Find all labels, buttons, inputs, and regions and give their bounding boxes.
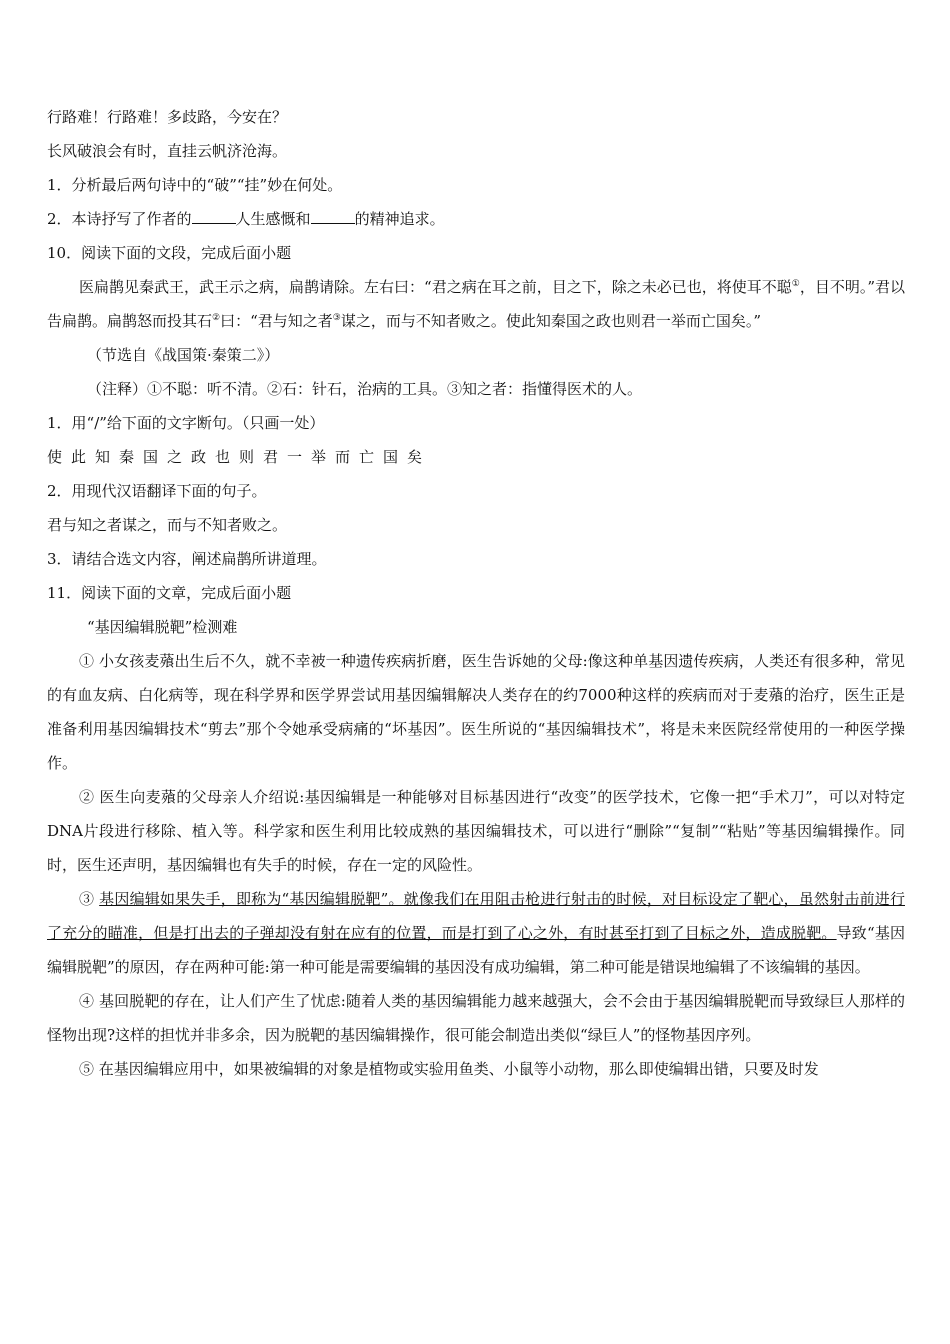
fill-blank-2[interactable] xyxy=(311,209,355,224)
q9-item-2-part-a: 2．本诗抒写了作者的 xyxy=(47,210,192,228)
note-marker-3: ③ xyxy=(332,313,341,323)
poem-line-2: 长风破浪会有时，直挂云帆济沧海。 xyxy=(47,142,288,160)
q11-paragraph-1: ① 小女孩麦薞出生后不久，就不幸被一种遗传疾病折磨，医生告诉她的父母:像这种单基因遗传疾病，人类还有很多种，常见的有血友病、白化病等，现在科学界和医学界尝试用基因编辑解决人类存在的约7000种这样的疾病而对于麦薞的治疗，医生正是准备利用基因编辑技术“剪去”那个令她承受病痛的“坏基因”。医生所说的“基因编辑技术”，将是未来医院经常使用的一种医学操作。 xyxy=(47,652,905,772)
q9-item-1: 1．分析最后两句诗中的“破”“挂”妙在何处。 xyxy=(47,176,343,194)
q10-heading: 10．阅读下面的文段，完成后面小题 xyxy=(47,244,292,262)
q10-passage xyxy=(47,270,905,338)
note-marker-1: ① xyxy=(791,279,800,289)
q11-paragraph-3-underlined: 基因编辑如果失手，即称为“基因编辑脱靶”。就像我们在用阻击枪进行射击的时候，对目标设定了靶心，虽然射击前进行了充分的瞄准，但是打出去的子弹却没有射在应有的位置，而是打到了心之外，有时甚至打到了目标之外，造成脱靶。 xyxy=(47,890,905,942)
q11-paragraph-4: ④ 基回脱靶的存在，让人们产生了忧虑:随着人类的基因编辑能力越来越强大，会不会由于基因编辑脱靶而导致绿巨人那样的怪物出现?这样的担忧并非多余，因为脱靶的基因编辑操作，很可能会制造出类似“绿巨人”的怪物基因序列。 xyxy=(47,992,905,1044)
q11-paragraph-3-number: ③ xyxy=(79,890,100,908)
q11-paragraph-5: ⑤ 在基因编辑应用中，如果被编辑的对象是植物或实验用鱼类、小鼠等小动物，那么即使编辑出错，只要及时发 xyxy=(79,1060,819,1078)
q10-item-1: 1．用“/”给下面的文字断句。（只画一处） xyxy=(47,414,325,432)
q10-item-2-text: 君与知之者谋之，而与不知者败之。 xyxy=(47,516,288,534)
q10-passage-c: 曰：“君与知之者 xyxy=(220,312,333,330)
q11-paragraph-2: ② 医生向麦薞的父母亲人介绍说:基因编辑是一种能够对目标基因进行“改变”的医学技术，它像一把“手术刀”，可以对特定DNA片段进行移除、植入等。科学家和医生利用比较成熟的基因编辑技术，可以进行“删除”“复制”“粘贴”等基因编辑操作。同时，医生还声明，基因编辑也有失手的时候，存在一定的风险性。 xyxy=(47,788,905,874)
q9-item-2-part-c: 的精神追求。 xyxy=(354,210,445,228)
fill-blank-1[interactable] xyxy=(192,209,236,224)
q10-item-3: 3．请结合选文内容，阐述扁鹊所讲道理。 xyxy=(47,550,327,568)
q11-article-title: “基因编辑脱靶”检测难 xyxy=(87,618,238,636)
q10-source: （节选自《战国策·秦策二》） xyxy=(87,346,280,364)
q11-paragraph-3-rest: 导致“基因编辑脱靶”的原因，存在两种可能:第一种可能是需要编辑的基因没有成功编辑，第二种可能是错误地编辑了不该编辑的基因。 xyxy=(47,924,905,976)
q9-item-2-part-b: 人生感慨和 xyxy=(235,210,311,228)
q11-heading: 11．阅读下面的文章，完成后面小题 xyxy=(47,584,292,602)
q10-notes: （注释）①不聪：听不清。②石：针石，治病的工具。③知之者：指懂得医术的人。 xyxy=(87,380,643,398)
q10-passage-a: 医扁鹊见秦武王，武王示之病，扁鹊请除。左右曰：“君之病在耳之前，目之下，除之未必已也，将使耳不聪 xyxy=(79,278,792,296)
q11-paragraph-3 xyxy=(47,882,905,984)
q10-item-2: 2．用现代汉语翻译下面的句子。 xyxy=(47,482,267,500)
q10-item-1-text: 使此知秦国之政也则君一举而亡国矣 xyxy=(47,448,432,466)
q10-passage-d: 谋之，而与不知者败之。使此知秦国之政也则君一举而亡国矣。” xyxy=(340,312,762,330)
poem-line-1: 行路难！行路难！多歧路，今安在？ xyxy=(47,108,288,126)
q10-passage-b: ，目不明。”君以告扁鹊。扁鹊怒而投其石 xyxy=(47,278,905,330)
q9-item-2 xyxy=(47,202,905,236)
note-marker-2: ② xyxy=(212,313,221,323)
